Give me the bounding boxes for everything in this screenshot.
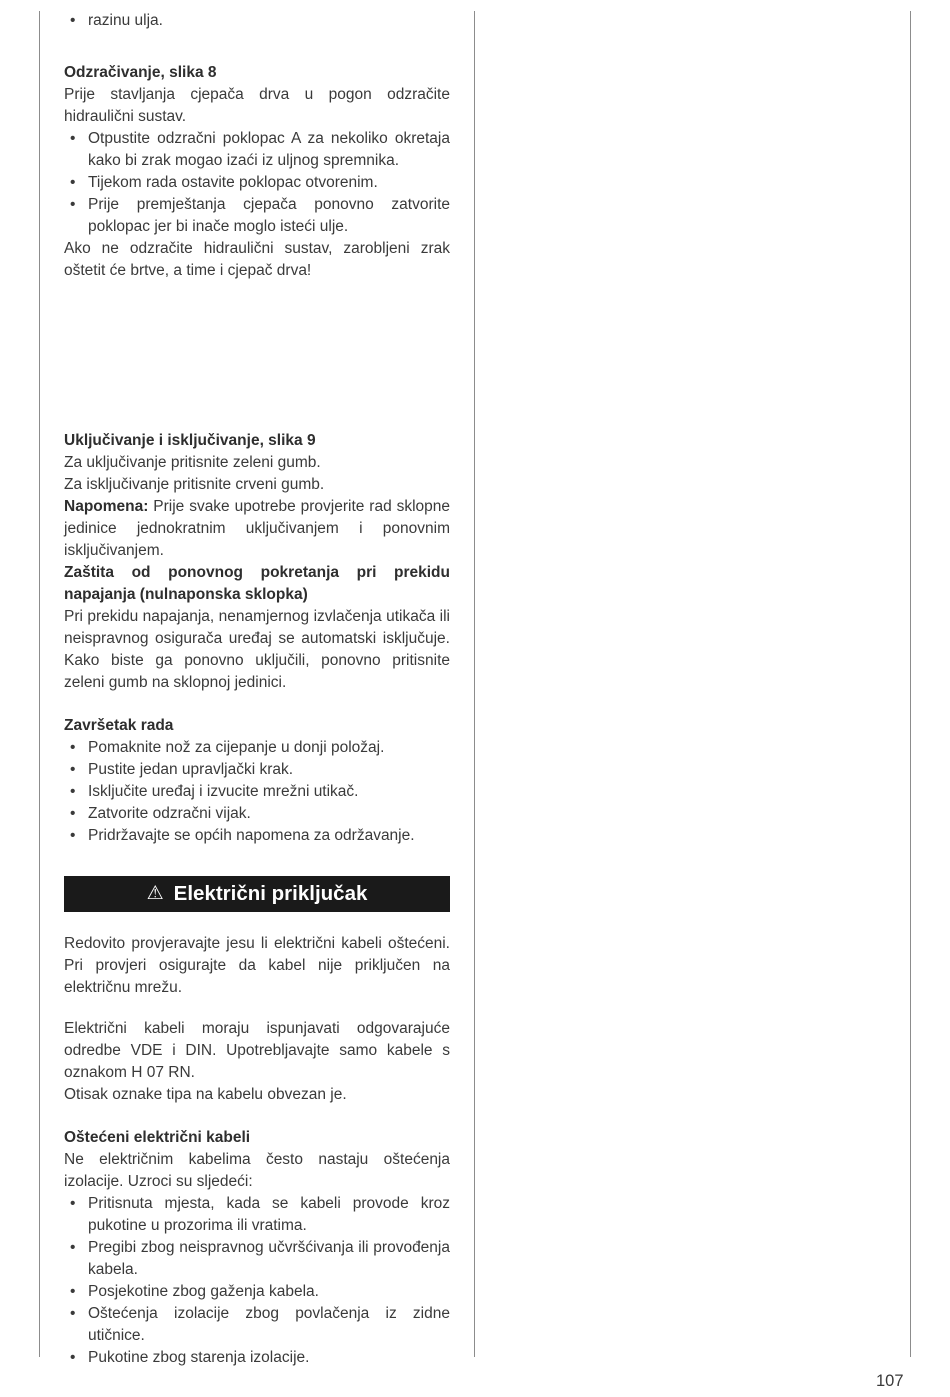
text-line: Za uključivanje pritisnite zeleni gumb.: [64, 454, 321, 471]
list-item: • razinu ulja.: [64, 10, 450, 32]
column-rule-left: [39, 11, 40, 1357]
list-item: • Otpustite odzračni poklopac A za nekoliko okretaja kako bi zrak mogao izaći iz uljnog spremnika.: [64, 128, 450, 172]
list-item: • Isključite uređaj i izvucite mrežni utikač.: [64, 781, 450, 803]
osteceni-bullet-list: [64, 1193, 450, 1369]
paragraph: Ne električnim kabelima često nastaju oštećenja izolacije. Uzroci su sljedeći:: [64, 1151, 450, 1190]
list-item: • Tijekom rada ostavite poklopac otvorenim.: [64, 172, 450, 194]
oil-level-bullet-list: [64, 10, 450, 32]
paragraph: Prije stavljanja cjepača drva u pogon odzračite hidraulični sustav.: [64, 86, 450, 125]
section-heading-zavrsetak: Završetak rada: [64, 717, 174, 734]
page-number: 107: [876, 1372, 904, 1390]
warning-banner-label: Električni priključak: [173, 882, 368, 905]
section-heading-odzracivanje: Odzračivanje, slika 8: [64, 64, 217, 81]
list-item: • Zatvorite odzračni vijak.: [64, 803, 450, 825]
list-item: • Pukotine zbog starenja izolacije.: [64, 1347, 450, 1369]
list-item: • Pritisnuta mjesta, kada se kabeli provode kroz pukotine u prozorima ili vratima.: [64, 1193, 450, 1237]
list-item: • Oštećenja izolacije zbog povlačenja iz zidne utičnice.: [64, 1303, 450, 1347]
note-label: Napomena:: [64, 498, 149, 515]
paragraph: Pri prekidu napajanja, nenamjernog izvlačenja utikača ili neispravnog osigurača uređaj se automatski isključuje. Kako biste ga ponovno uključili, ponovno pritisnite zeleni gumb na sklopnoj jedinici.: [64, 608, 450, 691]
paragraph: Ako ne odzračite hidraulični sustav, zarobljeni zrak oštetit će brtve, a time i cjepač drva!: [64, 240, 450, 279]
odzracivanje-bullet-list: [64, 128, 450, 238]
list-item: • Prije premještanja cjepača ponovno zatvorite poklopac jer bi inače moglo isteći ulje.: [64, 194, 450, 238]
list-item: • Posjekotine zbog gaženja kabela.: [64, 1281, 450, 1303]
list-item: • Pustite jedan upravljački krak.: [64, 759, 450, 781]
list-item: • Pomaknite nož za cijepanje u donji položaj.: [64, 737, 450, 759]
warning-banner: [64, 876, 450, 912]
paragraph: Električni kabeli moraju ispunjavati odgovarajuće odredbe VDE i DIN. Upotrebljavajte samo kabele s oznakom H 07 RN.: [64, 1020, 450, 1081]
note-text: Prije svake upotrebe provjerite rad sklopne jedinice jednokratnim uključivanjem i ponovnim isključivanjem.: [64, 498, 450, 559]
paragraph-group: [64, 1018, 450, 1106]
text-line: Za isključivanje pritisnite crveni gumb.: [64, 476, 325, 493]
subheading-zastita: Zaštita od ponovnog pokretanja pri prekidu napajanja (nulnaponska sklopka): [64, 564, 450, 603]
note-paragraph: [64, 496, 450, 562]
section-heading-ukljucivanje: Uključivanje i isključivanje, slika 9: [64, 432, 316, 449]
paragraph: Redovito provjeravajte jesu li električni kabeli oštećeni. Pri provjeri osigurajte da kabel nije priključen na električnu mrežu.: [64, 935, 450, 996]
column-rule-right: [910, 11, 911, 1357]
paragraph: Otisak oznake tipa na kabelu obvezan je.: [64, 1086, 347, 1103]
warning-icon: ⚠: [146, 883, 164, 904]
list-item: • Pridržavajte se općih napomena za održavanje.: [64, 825, 450, 847]
zavrsetak-bullet-list: [64, 737, 450, 847]
section-heading-osteceni: Oštećeni električni kabeli: [64, 1129, 251, 1146]
list-item: • Pregibi zbog neispravnog učvršćivanja ili provođenja kabela.: [64, 1237, 450, 1281]
text-column: [64, 10, 450, 1369]
column-rule-middle: [474, 11, 475, 1357]
